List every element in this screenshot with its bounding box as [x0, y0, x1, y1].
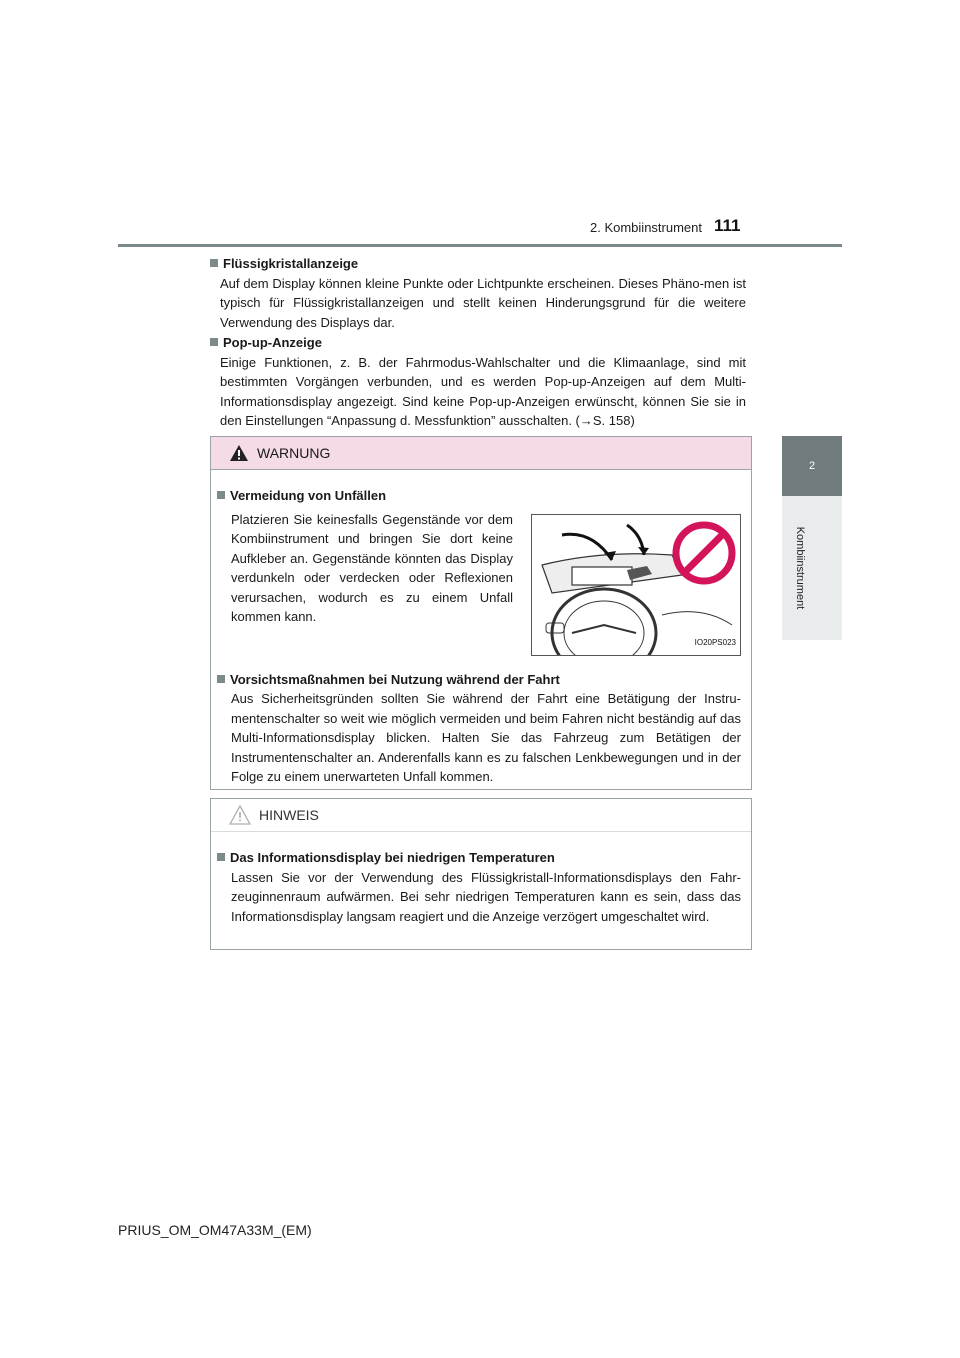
- footer-doc-code: PRIUS_OM_OM47A33M_(EM): [118, 1222, 312, 1238]
- warning-header: [211, 437, 751, 470]
- section-heading: [210, 333, 746, 353]
- square-bullet-icon: [217, 853, 225, 861]
- square-bullet-icon: [217, 491, 225, 499]
- page-number: 111: [714, 216, 741, 235]
- square-bullet-icon: [217, 675, 225, 683]
- section-heading: [210, 254, 746, 274]
- side-tab-background: [782, 496, 842, 640]
- warning-body: [211, 470, 751, 799]
- notice-title: HINWEIS: [259, 807, 319, 823]
- side-tab-number: 2: [782, 436, 842, 496]
- section-lcd: [210, 254, 746, 332]
- warning-item-row: [231, 510, 741, 656]
- section-heading-text: Flüssigkristallanzeige: [223, 256, 359, 271]
- caution-triangle-icon: [229, 805, 251, 825]
- notice-body: [211, 832, 751, 938]
- square-bullet-icon: [210, 259, 218, 267]
- header-title: 2. Kombiinstrument: [590, 220, 702, 235]
- square-bullet-icon: [210, 338, 218, 346]
- warning-item-heading-text: Vorsichtsmaßnahmen bei Nutzung während der Fahrt: [230, 671, 560, 687]
- section-popup: [210, 333, 746, 431]
- warning-triangle-icon: [229, 444, 249, 462]
- warning-title: WARNUNG: [257, 445, 331, 461]
- header-rule: [118, 244, 842, 247]
- warning-item-body: Platzieren Sie keinesfalls Gegenstände vor dem Kombiinstrument und bringen Sie dort keine Aufkleber an. Gegenstände könnten das Display verdunkeln oder verdecken oder Reflexionen verursachen, wodurch es zu einem Unfall kommen kann.: [231, 511, 513, 624]
- warning-item-body: Aus Sicherheitsgründen sollten Sie während der Fahrt eine Betätigung der Instru-mentenschalter so weit wie möglich vermeiden und beim Fahren nicht beständig auf das Multi-Informationsdisplay blicken. Halten Sie das Fahrzeug zum Betätigen der Instrumentenschalter an. Anderenfalls kann es zu falschen Lenkbewegungen und in der Folge zu einem unerwarteten Unfall kommen.: [231, 691, 741, 784]
- dashboard-illustration: [531, 514, 741, 656]
- figure-caption: IO20PS023: [694, 638, 736, 647]
- notice-item-body: Lassen Sie vor der Verwendung des Flüssigkristall-Informationsdisplays den Fahr-zeuginnenraum aufwärmen. Bei sehr niedrigen Temperaturen kann es sein, dass das Informationsdisplay langsam reagiert und die Anzeige verzögert umgeschaltet wird.: [231, 869, 741, 924]
- section-heading-text: Pop-up-Anzeige: [223, 335, 322, 350]
- notice-box: [210, 798, 752, 950]
- section-body: Auf dem Display können kleine Punkte oder Lichtpunkte erscheinen. Dieses Phäno-men ist typisch für Flüssigkristallanzeigen und stellt keinen Hinderungsgrund für die weitere Verwendung des Displays dar.: [220, 275, 746, 330]
- notice-header: [211, 799, 751, 832]
- warning-item-heading-text: Vermeidung von Unfällen: [230, 488, 387, 503]
- warning-box: [210, 436, 752, 790]
- side-tab-label: Kombiinstrument: [794, 526, 806, 610]
- notice-item-heading: [217, 848, 741, 868]
- section-body: Einige Funktionen, z. B. der Fahrmodus-Wahlschalter und die Klimaanlage, sind mit bestimmten Vorgängen verbunden, und es werden Pop-up-Anzeigen auf dem Multi-Informationsdisplay angezeigt. Sind keine Pop-up-Anzeigen erwünscht, können Sie sie in den Einstellungen “Anpassung d. Messfunktion” ausschalten. (→S. 158): [220, 354, 746, 428]
- notice-item-heading-text: Das Informationsdisplay bei niedrigen Temperaturen: [230, 850, 555, 865]
- warning-item-heading: [217, 670, 741, 690]
- warning-item-heading: [217, 486, 741, 506]
